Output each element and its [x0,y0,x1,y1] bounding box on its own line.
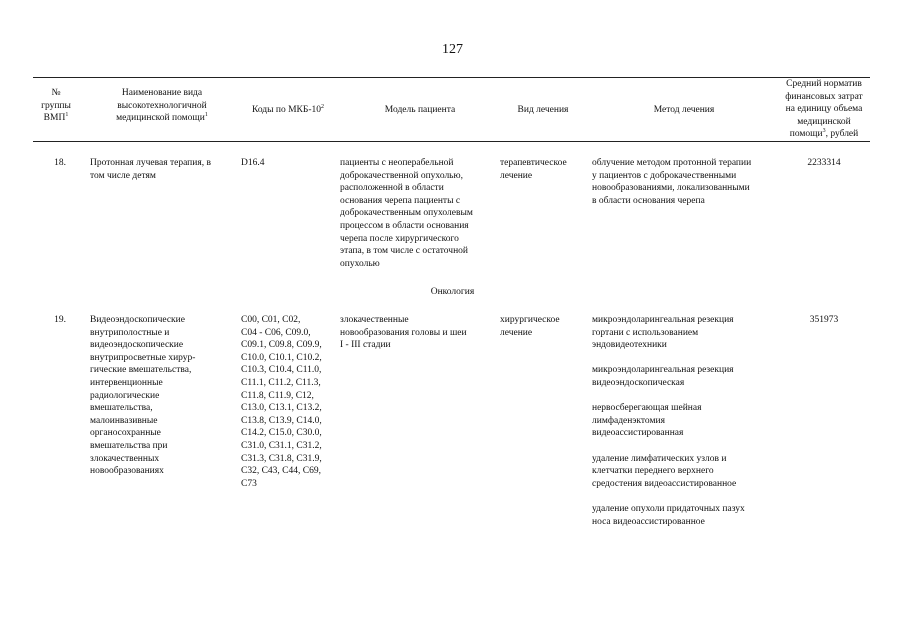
row-19-codes: C00, C01, C02, C04 - C06, C09.0, C09.1, C09.8, C09.9, C10.0, C10.1, C10.2, C10.3, C10.4, C11.0, C11.1, C11.2, C11.3, C11.8, C11.9, C12, C13.0, C13.1, C13.2, C13.8, C13.9, C14.0, C14.2, C15.0, C30.0, C31.0, C31.1, C31.2, C31.3, C31.8, C31.9, C32, C43, C44, C69, C73 [241,315,322,489]
method-item: нервосберегающая шейная лимфаденэктомия видеоассистированная [592,403,702,439]
row-18-codes: D16.4 [241,158,265,168]
header-treatment-type: Вид лечения [517,105,569,115]
section-title-oncology: Онкология [430,287,475,297]
row-19-number: 19. [54,315,66,325]
row-19-patient-model: злокачественные новообразования головы и шеи I - III стадии [340,315,467,351]
row-19-treatment-type: хирургическое лечение [500,315,560,338]
row-19-name: Видеоэндоскопические внутриполостные и видеоэндоскопические внутрипросветные хирур- гические вмешательства, интервенционные радиологические вмешательства, малоинвазивные органосохранные вмешательства при злокачественных новообразованиях [90,315,196,477]
method-item: микроэндоларингеальная резекция видеоэндоскопическая [592,365,734,388]
table-top-rule [33,77,870,78]
row-18-treatment-method: облучение методом протонной терапии у пациентов с доброкачественными новообразованиями, локализованными в области основания черепа [592,158,752,206]
page-number: 127 [442,42,463,57]
row-18-cost: 2233314 [807,158,841,168]
header-cost-standard: Средний норматив финансовых затрат на единицу объема медицинской помощи$^3$, рублей [785,79,863,140]
row-18-treatment-type: терапевтическое лечение [500,158,567,181]
header-group-number: № группы ВМП$^1$ [41,88,71,124]
row-18-patient-model: пациенты с неоперабельной доброкачественной опухолью, расположенной в области основания черепа пациенты с доброкачественным опухолевым процессом в области основания черепа после хирургического этапа, в том числе с остаточной опухолью [340,158,473,269]
method-item: удаление лимфатических узлов и клетчатки переднего верхнего средостения видеоассистированное [592,453,737,489]
method-item: микроэндоларингеальная резекция гортани с использованием эндовидеотехники [592,315,734,351]
row-18-number: 18. [54,158,66,168]
row-18-name: Протонная лучевая терапия, в том числе детям [90,158,211,181]
header-treatment-method: Метод лечения [653,105,715,115]
header-patient-model: Модель пациента [384,105,456,115]
row-19-cost: 351973 [809,315,839,325]
row-19-treatment-methods [592,314,782,528]
method-item: удаление опухоли придаточных пазух носа видеоассистированное [592,503,745,527]
header-bottom-rule [33,141,870,142]
header-care-type-name: Наименование вида высокотехнологичной медицинской помощи$^1$ [116,88,208,124]
header-icd-codes: Коды по МКБ-$10^2$ [251,103,325,115]
